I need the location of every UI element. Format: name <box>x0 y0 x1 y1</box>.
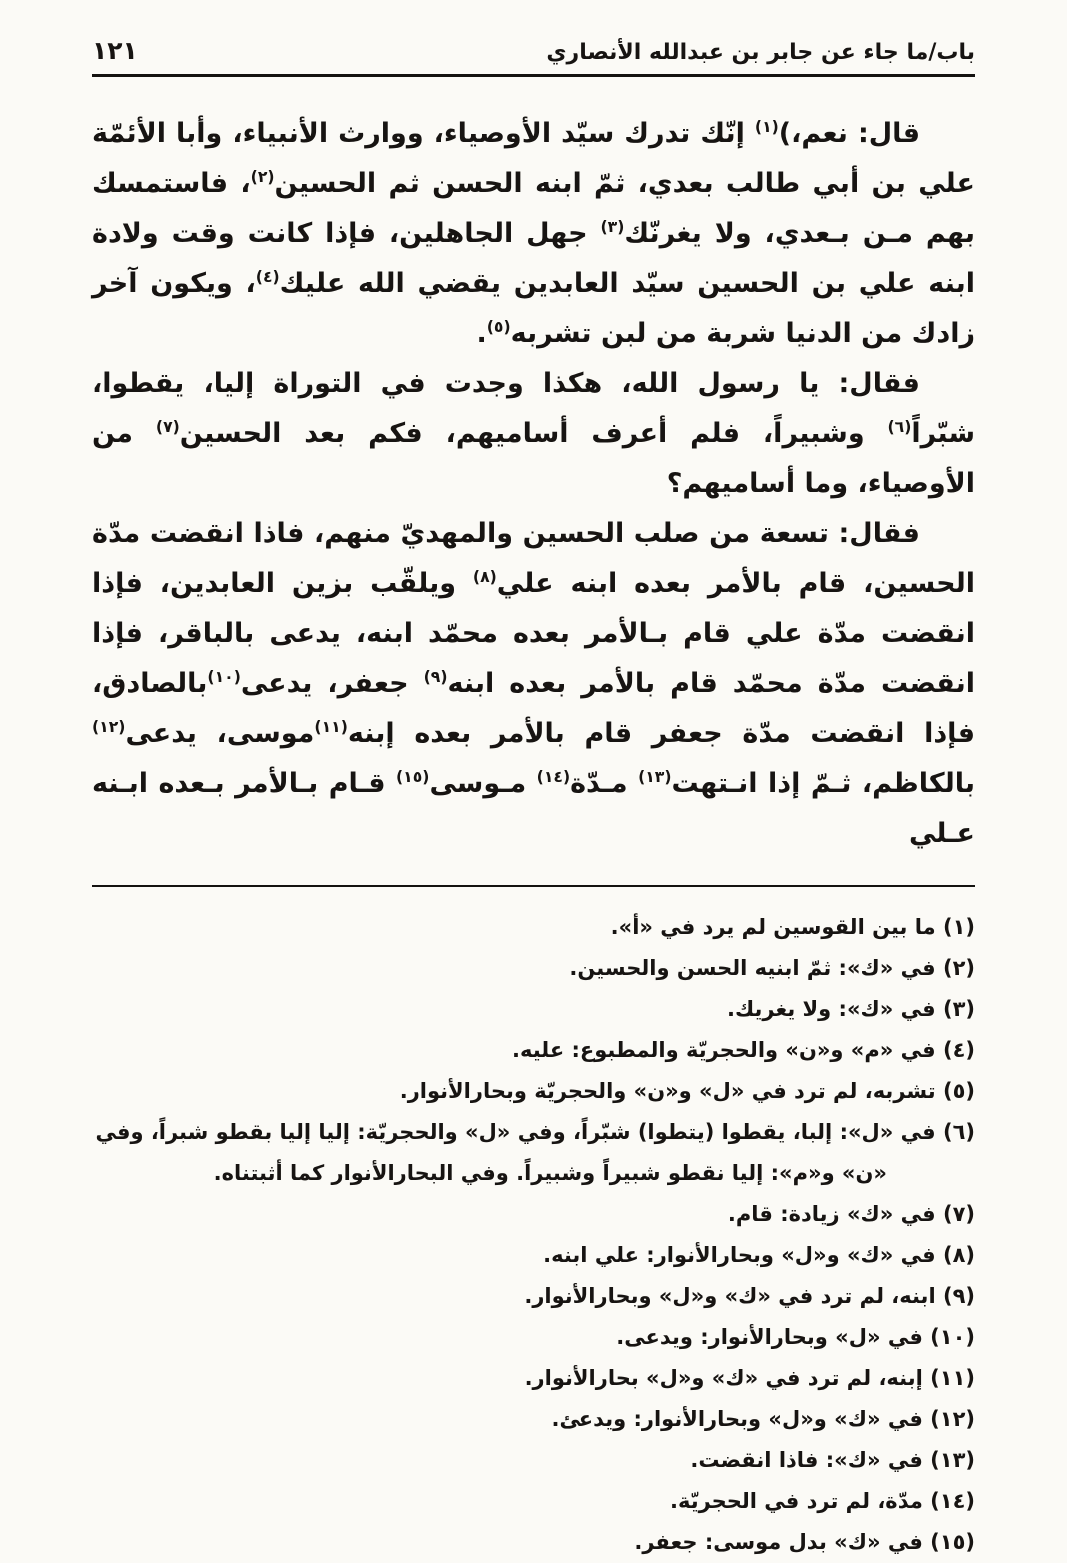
footnote-reference: (١١) <box>314 717 348 736</box>
footnote-reference: (١٢) <box>92 717 126 736</box>
body-paragraph: قال: نعم،)$^{(١)}$ إنّك تدرك سيّد الأوصياء، ووارث الأنبياء، وأبا الأئمّة علي بن أبي طالب بعدي، ثمّ ابنه الحسن ثم الحسين$^{(٢)}$، فاستمسك بهم مـن بـعدي، ولا يغرنّك$^{(٣)}$ جهل الجاهلين، فإذا كانت وقت ولادة ابنه علي بن الحسين سيّد العابدين يقضي الله عليك$^{(٤)}$، ويكون آخر زادك من الدنيا شربة من لبن تشربه$^{(٥)}$. <box>92 117 975 349</box>
footnote-number: (٤) <box>935 1038 975 1062</box>
footnote-number: (٧) <box>935 1202 975 1226</box>
footnotes-section <box>92 907 975 1563</box>
footnote-item <box>92 1399 975 1440</box>
footnote-number: (١) <box>935 915 975 939</box>
footnote-item <box>92 1112 975 1194</box>
footnote-separator-rule <box>92 885 975 887</box>
footnote-number: (١٣) <box>922 1448 975 1472</box>
footnote-item <box>92 1194 975 1235</box>
footnote-number: (٥) <box>935 1079 975 1103</box>
footnote-reference: (١) <box>754 117 779 136</box>
body-paragraph: فقال: يا رسول الله، هكذا وجدت في التوراة إليا، يقطوا، شبّراً$^{(٦)}$ وشبيراً، فلم أعرف أساميهم، فكم بعد الحسين$^{(٧)}$ من الأوصياء، وما أساميهم؟ <box>92 368 975 499</box>
page-number: ١٢١ <box>92 36 138 65</box>
footnote-reference: (٤) <box>255 267 280 286</box>
footnote-item <box>92 907 975 948</box>
footnote-number: (١١) <box>922 1366 975 1390</box>
footnote-number: (٩) <box>935 1284 975 1308</box>
footnote-number: (١٠) <box>922 1325 975 1349</box>
footnote-number: (١٢) <box>922 1407 975 1431</box>
footnote-number: (٦) <box>935 1120 975 1144</box>
footnote-text: تشربه، لم ترد في «ل» و«ن» والحجريّة وبحارالأنوار. <box>399 1079 936 1103</box>
footnote-reference: (١٥) <box>396 767 430 786</box>
footnote-item <box>92 1071 975 1112</box>
footnote-reference: (١٠) <box>207 667 241 686</box>
footnote-number: (٢) <box>935 956 975 980</box>
footnote-item <box>92 1276 975 1317</box>
footnote-number: (١٥) <box>922 1530 975 1554</box>
footnote-text: في «ك»: ولا يغريك. <box>727 997 936 1021</box>
footnote-text: في «ك» بدل موسى: جعفر. <box>634 1530 923 1554</box>
footnote-item <box>92 1481 975 1522</box>
footnote-text: في «ك»: ثمّ ابنيه الحسن والحسين. <box>569 956 936 980</box>
footnote-text: في «ك» و«ل» وبحارالأنوار: ويدعئ. <box>551 1407 923 1431</box>
footnote-text: مدّة، لم ترد في الحجريّة. <box>669 1489 923 1513</box>
page-header <box>92 36 975 65</box>
footnote-number: (٣) <box>935 997 975 1021</box>
footnote-reference: (٢) <box>250 167 275 186</box>
footnote-text: في «ل»: إلبا، يقطوا (يتطوا) شبّراً، وفي «ل» والحجريّة: إليا إليا بقطو شبراً، وفي «ن» و«م»: إليا نقطو شبيراً وشبيراً. وفي البحارالأنوار كما أثبتناه. <box>95 1120 936 1185</box>
footnote-text: ما بين القوسين لم يرد في «أ». <box>610 915 936 939</box>
footnote-text: ابنه، لم ترد في «ك» و«ل» وبحارالأنوار. <box>524 1284 936 1308</box>
chapter-title: باب/ما جاء عن جابر بن عبدالله الأنصاري <box>546 40 975 65</box>
footnote-text: في «ك» و«ل» وبحارالأنوار: علي ابنه. <box>543 1243 936 1267</box>
footnote-text: في «م» و«ن» والحجريّة والمطبوع: عليه. <box>512 1038 936 1062</box>
footnote-item <box>92 1522 975 1563</box>
footnote-reference: (٥) <box>486 317 511 336</box>
footnote-text: في «ك»: فاذا انقضت. <box>690 1448 923 1472</box>
footnote-reference: (٦) <box>887 417 912 436</box>
footnote-item <box>92 1030 975 1071</box>
footnote-item <box>92 1235 975 1276</box>
footnote-text: في «ل» وبحارالأنوار: ويدعى. <box>616 1325 923 1349</box>
footnote-reference: (٧) <box>155 417 180 436</box>
footnote-reference: (١٣) <box>638 767 672 786</box>
footnote-item <box>92 948 975 989</box>
footnote-item <box>92 1358 975 1399</box>
footnote-item <box>92 1317 975 1358</box>
footnote-text: في «ك» زيادة: قام. <box>727 1202 936 1226</box>
footnote-item <box>92 1440 975 1481</box>
footnote-text: إبنه، لم ترد في «ك» و«ل» بحارالأنوار. <box>524 1366 923 1390</box>
footnote-reference: (٩) <box>423 667 448 686</box>
footnote-item <box>92 989 975 1030</box>
body-text <box>92 109 975 859</box>
footnote-reference: (٣) <box>600 217 625 236</box>
footnote-number: (١٤) <box>922 1489 975 1513</box>
header-rule <box>92 74 975 77</box>
body-paragraph: فقال: تسعة من صلب الحسين والمهديّ منهم، فاذا انقضت مدّة الحسين، قام بالأمر بعده ابنه علي$^{(٨)}$ ويلقّب بزين العابدين، فإذا انقضت مدّة علي قام بـالأمر بعده محمّد ابنه، يدعى بالباقر، فإذا انقضت مدّة محمّد قام بالأمر بعده ابنه$^{(٩)}$ جعفر، يدعى$^{(١٠)}$بالصادق، فإذا انقضت مدّة جعفر قام بالأمر بعده إبنه$^{(١١)}$موسى، يدعى$^{(١٢)}$ بالكاظم، ثـمّ إذا انـتهت$^{(١٣)}$ مـدّة$^{(١٤)}$ مـوسى$^{(١٥)}$ قـام بـالأمر بـعده ابـنه عـلي <box>92 518 976 849</box>
footnote-reference: (٨) <box>472 567 497 586</box>
footnote-reference: (١٤) <box>536 767 571 786</box>
footnote-number: (٨) <box>935 1243 975 1267</box>
